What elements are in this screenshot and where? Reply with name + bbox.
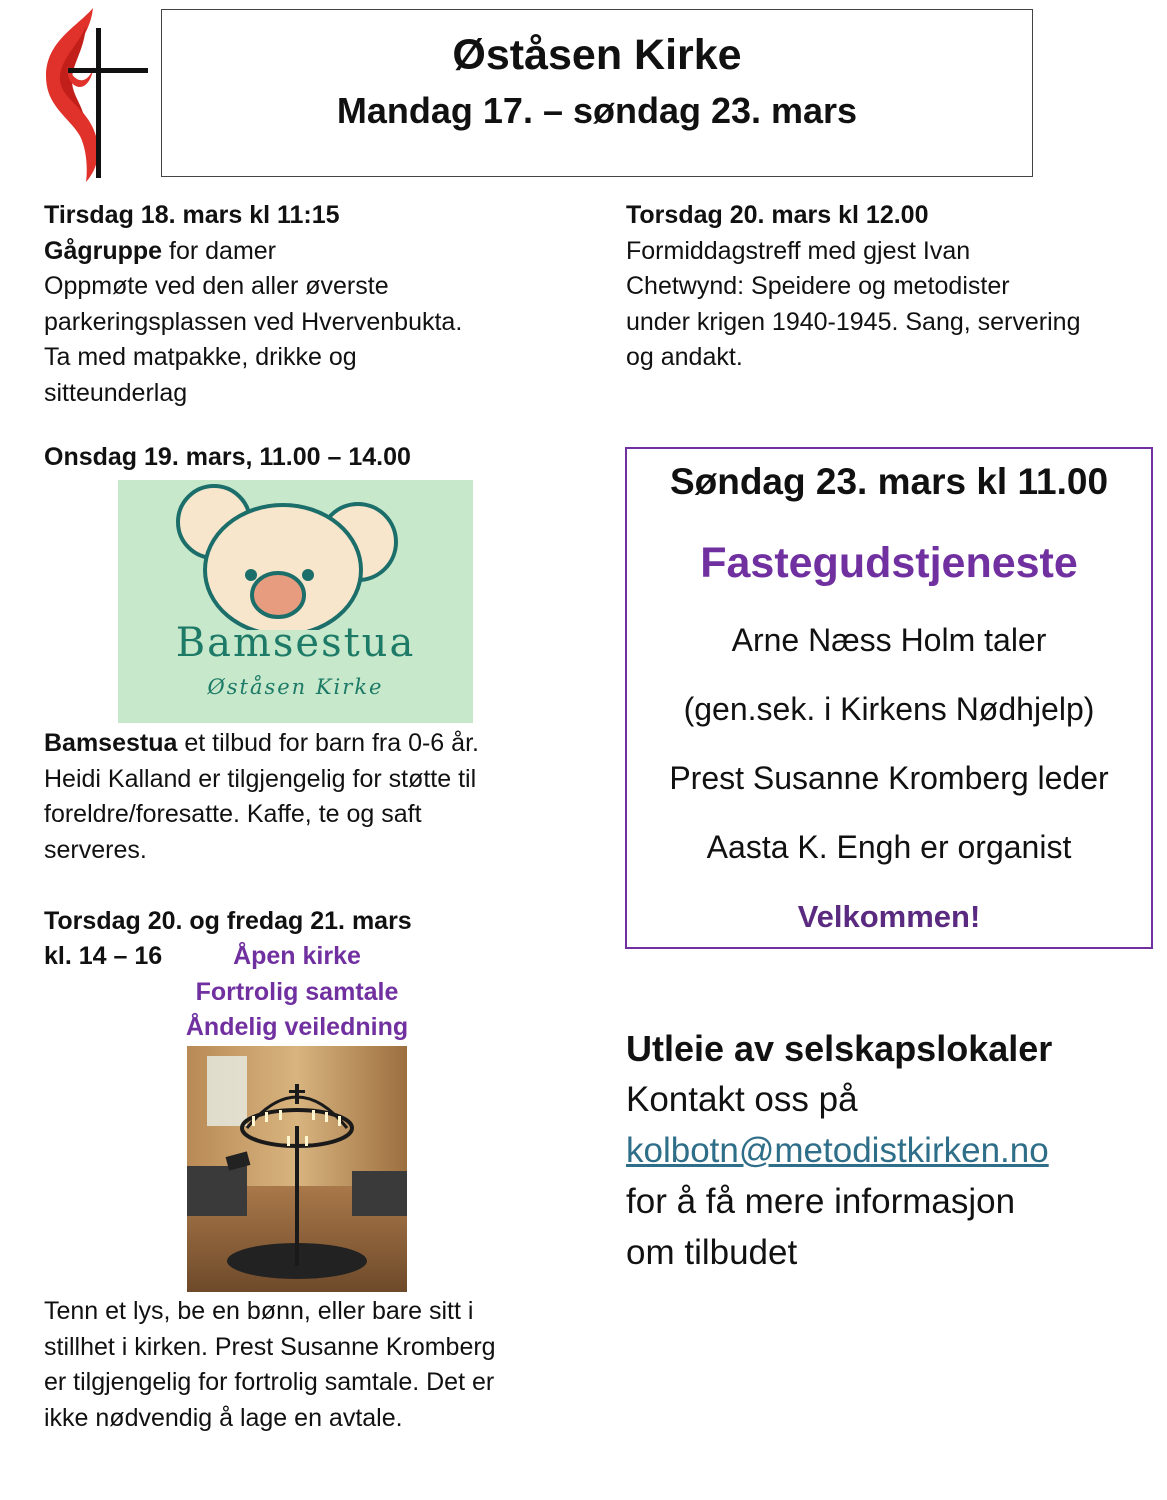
tuesday-activity (44, 234, 584, 270)
tuesday-heading: Tirsdag 18. mars kl 11:15 (44, 201, 340, 229)
open-church-items (132, 939, 462, 1046)
teddy-bear-icon (118, 480, 473, 630)
thursday-section (626, 198, 1146, 376)
welcome-text: Velkommen! (797, 899, 981, 934)
tuesday-line: parkeringsplassen ved Hvervenbukta. (44, 307, 463, 336)
tuesday-line: Ta med matpakke, drikke og (44, 343, 357, 371)
wednesday-first-rest: et tilbud for barn fra 0-6 år. (177, 729, 479, 757)
wednesday-description (44, 726, 584, 868)
church-logo (38, 6, 150, 184)
speaker-role: (gen.sek. i Kirkens Nødhjelp) (683, 691, 1095, 727)
organist: Aasta K. Engh er organist (706, 829, 1072, 865)
tuesday-line: Oppmøte ved den aller øverste (44, 272, 389, 300)
open-church-time: kl. 14 – 16 (44, 942, 163, 970)
candle-stand-photo (187, 1046, 407, 1292)
open-church-line: stillhet i kirken. Prest Susanne Kromberg (44, 1332, 496, 1361)
thursday-line: Chetwynd: Speidere og metodister (626, 272, 1010, 300)
bamsestua-name: Bamsestua (44, 729, 178, 757)
wednesday-line: Heidi Kalland er tilgjengelig for støtte til (44, 764, 477, 793)
bamsestua-logo-subtitle: Øståsen Kirke (207, 675, 384, 699)
open-church-line: er tilgjengelig for fortrolig samtale. Det er (44, 1368, 495, 1396)
open-church-line: ikke nødvendig å lage en avtale. (44, 1403, 403, 1432)
open-church-item: Åpen kirke (233, 942, 361, 970)
thursday-line: og andakt. (626, 343, 743, 371)
sunday-heading: Søndag 23. mars kl 11.00 (669, 461, 1109, 502)
tuesday-line: sitteunderlag (44, 378, 188, 407)
open-church-item: Fortrolig samtale (195, 977, 399, 1006)
cross-flame-icon (38, 6, 150, 184)
thursday-line: Formiddagstreff med gjest Ivan (626, 236, 971, 265)
tuesday-activity-suffix: for damer (162, 236, 277, 265)
rental-heading: Utleie av selskapslokaler (626, 1028, 1053, 1069)
church-interior-photo (187, 1046, 407, 1292)
bamsestua-logo-title: Bamsestua (175, 620, 416, 666)
speaker: Arne Næss Holm taler (731, 622, 1047, 658)
wednesday-heading: Onsdag 19. mars, 11.00 – 14.00 (44, 443, 411, 471)
header-box (161, 9, 1033, 177)
tuesday-activity-name: Gågruppe (44, 236, 163, 265)
thursday-heading: Torsdag 20. mars kl 12.00 (626, 201, 929, 229)
service-title: Fastegudstjeneste (700, 539, 1078, 587)
wednesday-line: foreldre/foresatte. Kaffe, te og saft (44, 800, 422, 828)
open-church-description (44, 1294, 584, 1436)
thursday-line: under krigen 1940-1945. Sang, servering (626, 307, 1081, 336)
rental-line: om tilbudet (626, 1233, 798, 1272)
rental-line: for å få mere informasjon (626, 1182, 1016, 1221)
sunday-service-box (625, 447, 1153, 949)
open-church-heading: Torsdag 20. og fredag 21. mars (44, 907, 412, 935)
rental-contact: Kontakt oss på (626, 1080, 858, 1119)
date-range: Mandag 17. – søndag 23. mars (336, 90, 858, 131)
open-church-item: Åndelig veiledning (185, 1013, 409, 1041)
wednesday-first-line (44, 726, 584, 762)
tuesday-section (44, 198, 584, 411)
wednesday-line: serveres. (44, 835, 147, 864)
bamsestua-logo (118, 480, 473, 723)
page-title: Øståsen Kirke (452, 31, 742, 79)
contact-email-link[interactable]: kolbotn@metodistkirken.no (626, 1131, 1049, 1170)
rental-section (626, 1023, 1156, 1278)
service-leader: Prest Susanne Kromberg leder (669, 760, 1109, 796)
open-church-line: Tenn et lys, be en bønn, eller bare sitt i (44, 1297, 474, 1325)
